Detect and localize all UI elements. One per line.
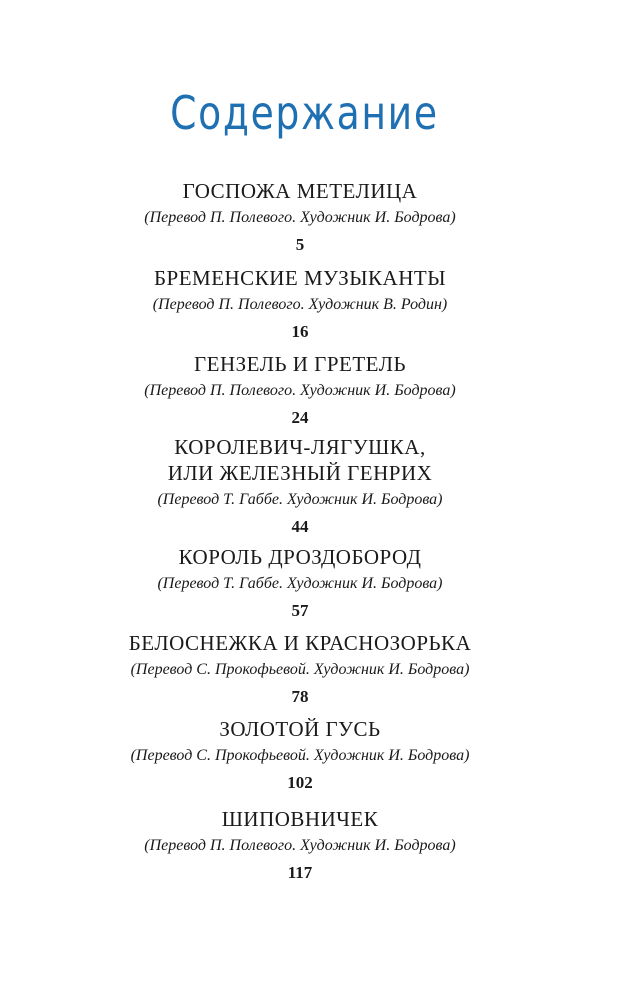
entry-title: КОРОЛЬ ДРОЗДОБОРОД	[178, 545, 422, 569]
toc-entry	[0, 434, 600, 539]
entry-credit: (Перевод С. Прокофьевой. Художник И. Бодрова)	[130, 747, 470, 764]
entry-page-number: 102	[287, 773, 313, 792]
entry-credit: (Перевод С. Прокофьевой. Художник И. Бодрова)	[130, 661, 470, 678]
entry-page-number: 57	[291, 601, 309, 620]
toc-entry	[0, 806, 600, 885]
entry-page-number: 16	[291, 322, 309, 341]
entry-credit: (Перевод П. Полевого. Художник В. Родин)	[152, 296, 448, 313]
entry-title: БРЕМЕНСКИЕ МУЗЫКАНТЫ	[153, 266, 447, 290]
entry-title: КОРОЛЕВИЧ-ЛЯГУШКА,	[174, 435, 426, 459]
toc-entry	[0, 630, 600, 709]
toc-entry	[0, 544, 600, 623]
entry-credit: (Перевод Т. Габбе. Художник И. Бодрова)	[157, 491, 443, 508]
toc-entry	[0, 351, 600, 430]
page-title: Содержание	[170, 86, 439, 140]
entry-credit: (Перевод П. Полевого. Художник И. Бодрова)	[144, 209, 456, 226]
entry-page-number: 44	[291, 517, 309, 536]
entry-page-number: 24	[291, 408, 309, 427]
toc-entry	[0, 178, 600, 257]
toc-entry	[0, 265, 600, 344]
entry-page-number: 78	[291, 687, 309, 706]
entry-page-number: 5	[295, 235, 305, 254]
toc-entry	[0, 716, 600, 795]
entry-credit: (Перевод Т. Габбе. Художник И. Бодрова)	[157, 575, 443, 592]
entry-title: ГЕНЗЕЛЬ И ГРЕТЕЛЬ	[194, 352, 406, 376]
entry-title: ЗОЛОТОЙ ГУСЬ	[219, 717, 381, 741]
entry-title: БЕЛОСНЕЖКА И КРАСНОЗОРЬКА	[128, 631, 472, 655]
entry-title: ШИПОВНИЧЕК	[221, 807, 379, 831]
entry-page-number: 117	[287, 863, 313, 882]
entry-title: ГОСПОЖА МЕТЕЛИЦА	[182, 179, 418, 203]
entry-credit: (Перевод П. Полевого. Художник И. Бодрова)	[144, 837, 456, 854]
entry-credit: (Перевод П. Полевого. Художник И. Бодрова)	[144, 382, 456, 399]
entry-title-line-2: ИЛИ ЖЕЛЕЗНЫЙ ГЕНРИХ	[167, 461, 433, 485]
